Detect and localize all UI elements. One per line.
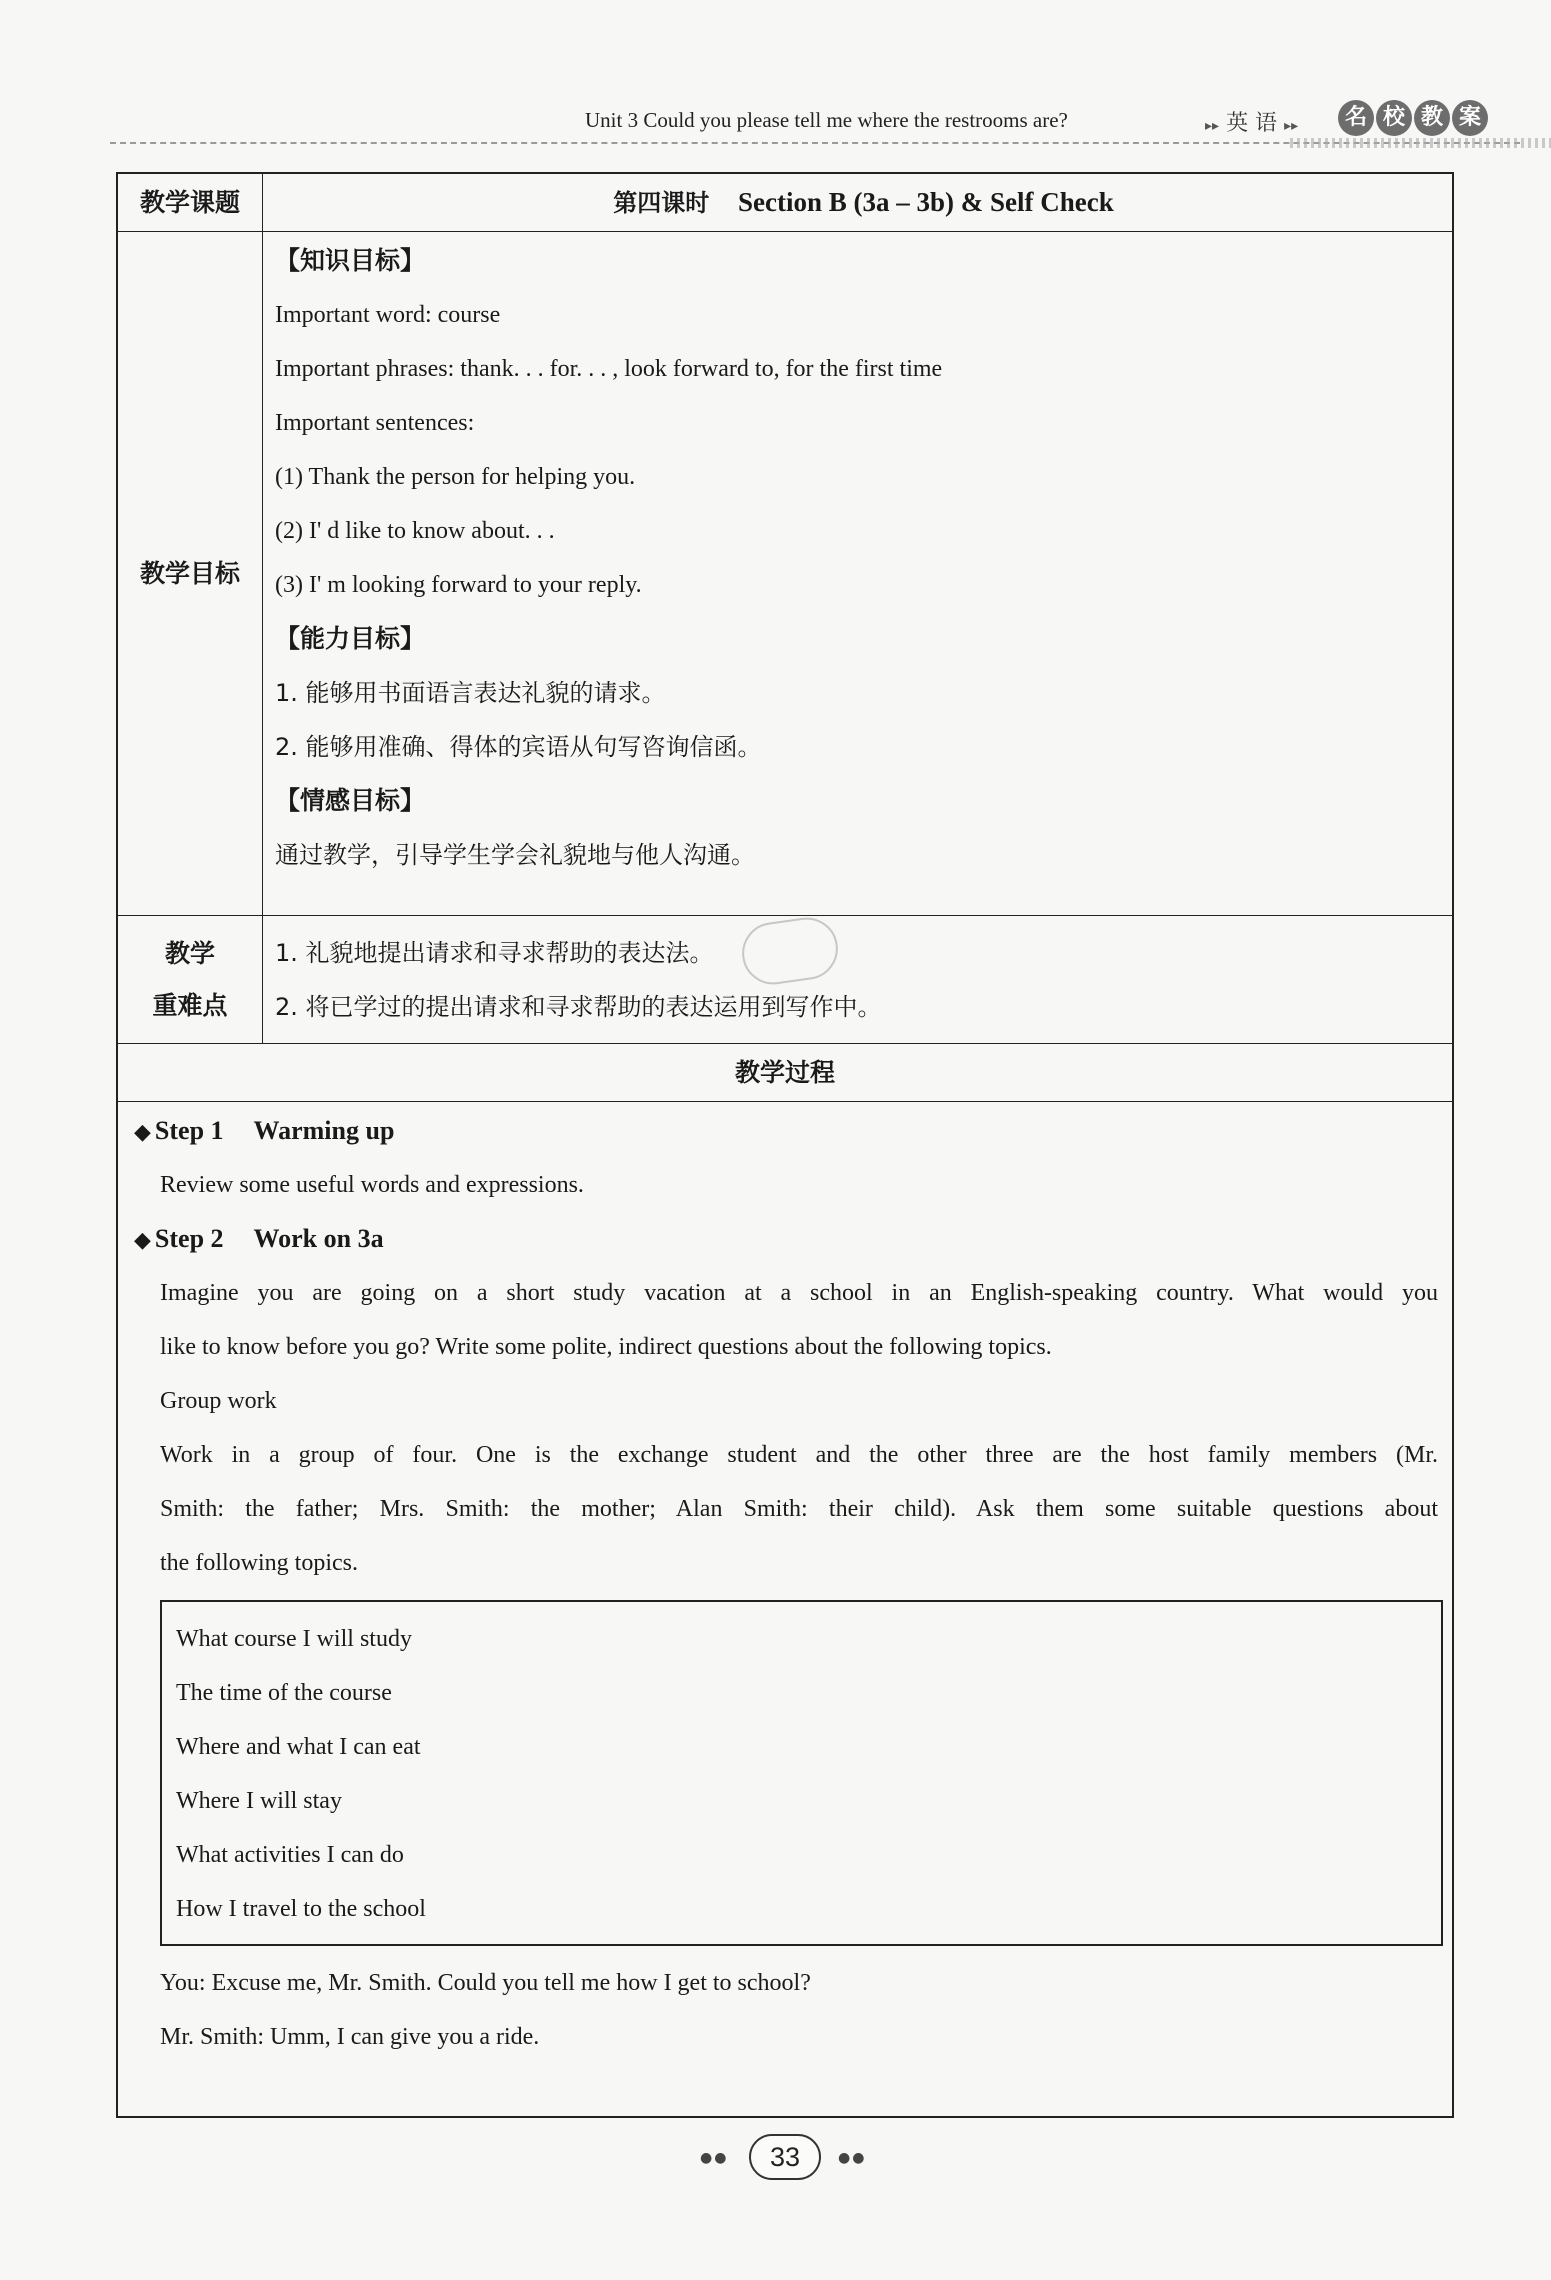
brand-char: 案 <box>1452 100 1488 136</box>
topic-item: Where I will stay <box>176 1788 342 1814</box>
step2-name: Work on 3a <box>253 1224 384 1253</box>
dialogue-line: You: Excuse me, Mr. Smith. Could you tell me how I get to school? <box>160 1970 811 1996</box>
objectives-content <box>263 232 1452 915</box>
group-work-line: Smith: the father; Mrs. Smith: the mother; Alan Smith: their child). Ask them some suitable questions about <box>160 1496 1438 1522</box>
step2-intro-line: like to know before you go? Write some polite, indirect questions about the following topics. <box>160 1334 1052 1360</box>
step1-heading <box>118 1104 1452 1158</box>
subject-text: 英 语 <box>1226 111 1278 136</box>
decor-dots-left: ●● <box>700 2150 729 2166</box>
key-point-item: 1. 礼貌地提出请求和寻求帮助的表达法。 <box>275 939 714 967</box>
process-title-row <box>118 1044 1452 1102</box>
decor-dots-right: ●● <box>838 2150 867 2166</box>
group-work-line: the following topics. <box>160 1550 358 1576</box>
key-points-label-line2: 重难点 <box>152 990 228 1020</box>
emotion-item: 通过教学，引导学生学会礼貌地与他人沟通。 <box>275 841 755 869</box>
topic-item: The time of the course <box>176 1680 392 1706</box>
ability-heading: 【能力目标】 <box>275 624 426 653</box>
page-number-text: 33 <box>769 2142 801 2172</box>
brand-logo <box>1338 100 1488 140</box>
topic-item: Where and what I can eat <box>176 1734 421 1760</box>
brand-char: 教 <box>1414 100 1450 136</box>
sentence-item: (3) I' m looking forward to your reply. <box>275 572 642 598</box>
topics-box <box>160 1600 1443 1946</box>
group-work-line: Work in a group of four. One is the exchange student and the other three are the host family members (Mr. <box>160 1442 1438 1468</box>
lesson-title <box>275 174 1452 231</box>
sentence-item: (1) Thank the person for helping you. <box>275 464 636 490</box>
step2-label: Step 2 <box>154 1224 224 1253</box>
ability-item: 2. 能够用准确、得体的宾语从句写咨询信函。 <box>275 733 762 761</box>
step1-label: Step 1 <box>154 1116 224 1145</box>
subject-label <box>1205 106 1298 137</box>
important-phrases: Important phrases: thank. . . for. . . , look forward to, for the first time <box>275 356 943 382</box>
header-divider-dots <box>1290 138 1551 148</box>
page-number <box>740 2132 830 2182</box>
step2-intro-line: Imagine you are going on a short study vacation at a school in an English-speaking country. What would you <box>160 1280 1438 1306</box>
double-chevron-icon: ▸▸ <box>1284 118 1299 134</box>
step2-heading <box>118 1212 1452 1266</box>
important-word: Important word: course <box>275 302 501 328</box>
process-content <box>118 1104 1452 2064</box>
diamond-bullet-icon: ◆ <box>134 1228 151 1253</box>
emotion-heading: 【情感目标】 <box>275 786 426 815</box>
lesson-section: Section B (3a – 3b) & Self Check <box>738 187 1114 217</box>
lesson-topic-row <box>118 174 1452 232</box>
knowledge-heading: 【知识目标】 <box>275 246 426 275</box>
lesson-topic-content <box>263 174 1452 231</box>
key-point-item: 2. 将已学过的提出请求和寻求帮助的表达运用到写作中。 <box>275 993 882 1021</box>
key-points-label <box>118 916 263 1043</box>
diamond-bullet-icon: ◆ <box>134 1120 151 1145</box>
brand-char: 校 <box>1376 100 1412 136</box>
key-points-label-line1: 教学 <box>164 938 215 968</box>
page-header <box>110 100 1490 150</box>
unit-title: Unit 3 Could you please tell me where the restrooms are? <box>585 108 1068 132</box>
dialogue-line: Mr. Smith: Umm, I can give you a ride. <box>160 2024 540 2050</box>
objectives-label: 教学目标 <box>118 232 263 915</box>
topic-item: What activities I can do <box>176 1842 404 1868</box>
key-points-content <box>263 916 1452 1043</box>
brand-char: 名 <box>1338 100 1374 136</box>
process-title: 教学过程 <box>734 1058 835 1087</box>
lesson-plan-table <box>116 172 1454 2118</box>
sentence-item: (2) I' d like to know about. . . <box>275 518 555 544</box>
lesson-topic-label: 教学课题 <box>118 174 263 231</box>
step1-name: Warming up <box>253 1116 395 1145</box>
objectives-row <box>118 232 1452 916</box>
topic-item: How I travel to the school <box>176 1896 426 1922</box>
ability-item: 1. 能够用书面语言表达礼貌的请求。 <box>275 679 666 707</box>
lesson-period: 第四课时 <box>613 189 710 217</box>
important-sentences-label: Important sentences: <box>275 410 475 436</box>
step1-text: Review some useful words and expressions. <box>160 1172 584 1198</box>
group-work-label: Group work <box>160 1388 277 1414</box>
double-chevron-icon: ▸▸ <box>1205 118 1220 134</box>
topic-item: What course I will study <box>176 1626 412 1652</box>
